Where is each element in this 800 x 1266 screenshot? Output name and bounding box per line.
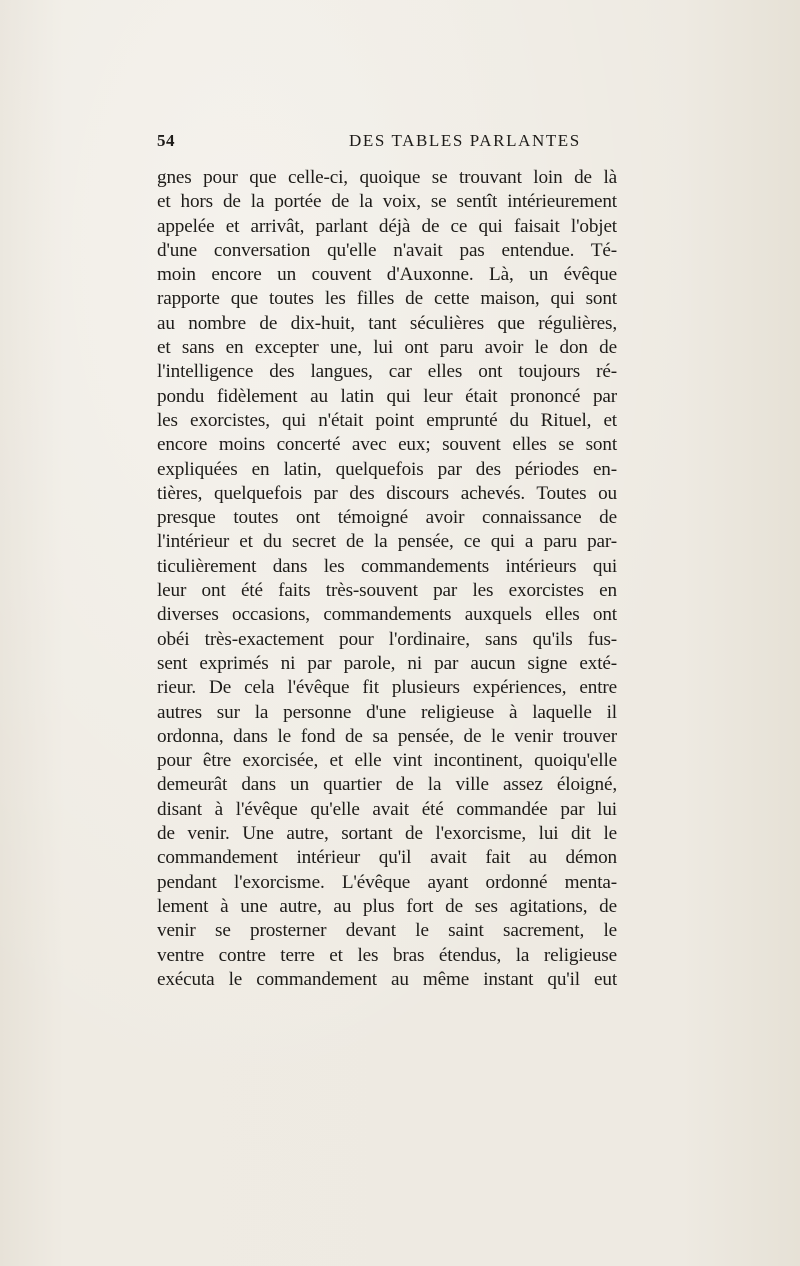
- text-line: ventre contre terre et les bras étendus, la religieuse: [157, 944, 617, 966]
- text-line: expliquées en latin, quelquefois par des périodes en-: [157, 458, 617, 480]
- text-line: ticulièrement dans les commandements intérieurs qui: [157, 555, 617, 577]
- text-line: d'une conversation qu'elle n'avait pas entendue. Té-: [157, 239, 617, 261]
- text-line: diverses occasions, commandements auxquels elles ont: [157, 604, 617, 626]
- text-line: leur ont été faits très-souvent par les exorcistes en: [157, 580, 617, 602]
- text-line: rapporte que toutes les filles de cette maison, qui sont: [157, 288, 617, 310]
- text-line: et sans en excepter une, lui ont paru avoir le don de: [157, 337, 617, 359]
- text-line: pondu fidèlement au latin qui leur était prononcé par: [157, 385, 617, 407]
- page-number: 54: [157, 131, 175, 150]
- text-line: venir se prosterner devant le saint sacrement, le: [157, 920, 617, 942]
- text-line: lement à une autre, au plus fort de ses agitations, de: [157, 895, 617, 917]
- text-line: tières, quelquefois par des discours achevés. Toutes ou: [157, 482, 617, 504]
- text-line: pendant l'exorcisme. L'évêque ayant ordonné menta-: [157, 871, 617, 893]
- text-line: autres sur la personne d'une religieuse à laquelle il: [157, 701, 617, 723]
- text-line: presque toutes ont témoigné avoir connaissance de: [157, 507, 617, 529]
- text-line: les exorcistes, qui n'était point emprunté du Rituel, et: [157, 409, 617, 431]
- text-line: rieur. De cela l'évêque fit plusieurs expériences, entre: [157, 677, 617, 699]
- running-title: DES TABLES PARLANTES: [349, 131, 581, 150]
- text-line: disant à l'évêque qu'elle avait été commandée par lui: [157, 798, 617, 820]
- text-line: appelée et arrivât, parlant déjà de ce qui faisait l'objet: [157, 215, 617, 237]
- text-line: ordonna, dans le fond de sa pensée, de le venir trouver: [157, 725, 617, 747]
- text-line: l'intérieur et du secret de la pensée, ce qui a paru par-: [157, 531, 617, 553]
- text-line: pour être exorcisée, et elle vint incontinent, quoiqu'elle: [157, 750, 617, 772]
- text-line: demeurât dans un quartier de la ville assez éloigné,: [157, 774, 617, 796]
- text-line: au nombre de dix-huit, tant séculières que régulières,: [157, 312, 617, 334]
- running-head: [157, 131, 617, 153]
- text-line: l'intelligence des langues, car elles ont toujours ré-: [157, 361, 617, 383]
- text-line: gnes pour que celle-ci, quoique se trouvant loin de là: [157, 167, 617, 188]
- text-line: sent exprimés ni par parole, ni par aucun signe exté-: [157, 652, 617, 674]
- text-line: commandement intérieur qu'il avait fait au démon: [157, 847, 617, 869]
- text-line: de venir. Une autre, sortant de l'exorcisme, lui dit le: [157, 823, 617, 845]
- text-line: et hors de la portée de la voix, se sentît intérieurement: [157, 191, 617, 213]
- text-line: moin encore un couvent d'Auxonne. Là, un évêque: [157, 264, 617, 286]
- text-line: exécuta le commandement au même instant qu'il eut: [157, 968, 617, 990]
- body-text: [157, 166, 617, 992]
- text-line: encore moins concerté avec eux; souvent elles se sont: [157, 434, 617, 456]
- text-line: obéi très-exactement pour l'ordinaire, sans qu'ils fus-: [157, 628, 617, 650]
